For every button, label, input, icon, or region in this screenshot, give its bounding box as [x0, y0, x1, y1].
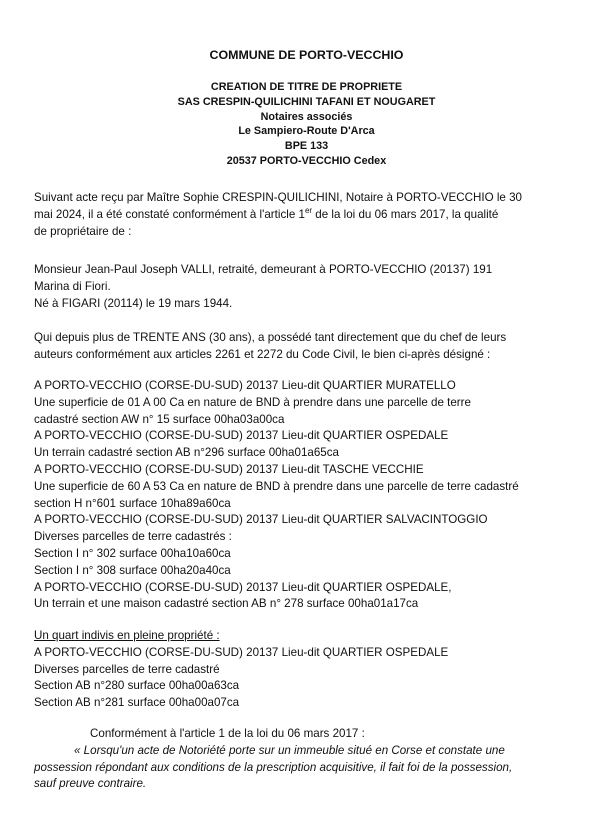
property-line: cadastré section AW n° 15 surface 00ha03a00ca — [34, 412, 285, 426]
owner-line: Marina di Fiori. — [34, 279, 111, 293]
closing-quote: « Lorsqu'un acte de Notoriété porte sur un immeuble situé en Corse et constate une — [74, 743, 505, 757]
possession-line: auteurs conformément aux articles 2261 et 2272 du Code Civil, le bien ci-après désigné : — [34, 347, 491, 361]
closing-paragraph — [34, 726, 554, 793]
property-line: Une superficie de 01 A 00 Ca en nature de BND à prendre dans une parcelle de terre — [34, 395, 471, 409]
property-line: A PORTO-VECCHIO (CORSE-DU-SUD) 20137 Lieu-dit TASCHE VECCHIE — [34, 462, 424, 476]
intro-line: Suivant acte reçu par Maître Sophie CRESPIN-QUILICHINI, Notaire à PORTO-VECCHIO le 30 — [34, 191, 522, 204]
superscript: er — [304, 205, 313, 215]
property-line: A PORTO-VECCHIO (CORSE-DU-SUD) 20137 Lieu-dit QUARTIER SALVACINTOGGIO — [34, 513, 488, 527]
header-line: Le Sampiero-Route D'Arca — [238, 125, 375, 138]
property-line: A PORTO-VECCHIO (CORSE-DU-SUD) 20137 Lieu-dit QUARTIER OSPEDALE, — [34, 580, 452, 594]
property-list — [34, 378, 554, 613]
possession-line: Qui depuis plus de TRENTE ANS (30 ans), a possédé tant directement que du chef de leurs — [34, 331, 507, 344]
indivis-section — [34, 628, 554, 712]
intro-line — [34, 207, 554, 224]
closing-quote: sauf preuve contraire. — [34, 777, 147, 791]
indivis-line: A PORTO-VECCHIO (CORSE-DU-SUD) 20137 Lieu-dit QUARTIER OSPEDALE — [34, 645, 449, 659]
intro-line: de propriétaire de : — [34, 224, 132, 238]
closing-line: Conformément à l'article 1 de la loi du 06 mars 2017 : — [90, 727, 365, 740]
property-line: Section I n° 302 surface 00ha10a60ca — [34, 546, 231, 560]
intro-text: de la loi du 06 mars 2017, la qualité — [312, 207, 499, 221]
indivis-line: Section AB n°280 surface 00ha00a63ca — [34, 679, 240, 693]
intro-text: mai 2024, il a été constaté conformément à l'article 1 — [34, 207, 305, 221]
indivis-heading: Un quart indivis en pleine propriété : — [34, 629, 220, 642]
indivis-line: Diverses parcelles de terre cadastré — [34, 662, 220, 676]
indivis-line: Section AB n°281 surface 00ha00a07ca — [34, 696, 240, 710]
header-line: CREATION DE TITRE DE PROPRIETE — [210, 81, 403, 93]
owner-line: Monsieur Jean-Paul Joseph VALLI, retraité, demeurant à PORTO-VECCHIO (20137) 191 — [34, 263, 493, 276]
closing-quote: possession répondant aux conditions de la prescription acquisitive, il fait foi de la possession, — [34, 760, 513, 774]
owner-line: Né à FIGARI (20114) le 19 mars 1944. — [34, 296, 233, 310]
property-line: Section I n° 308 surface 00ha20a40ca — [34, 563, 231, 577]
header-line: 20537 PORTO-VECCHIO Cedex — [226, 154, 387, 167]
commune-title: COMMUNE DE PORTO-VECCHIO — [209, 48, 404, 62]
property-line: Un terrain cadastré section AB n°296 surface 00ha01a65ca — [34, 446, 339, 460]
notary-header — [0, 80, 613, 169]
property-line: A PORTO-VECCHIO (CORSE-DU-SUD) 20137 Lieu-dit QUARTIER OSPEDALE — [34, 429, 449, 443]
property-line: A PORTO-VECCHIO (CORSE-DU-SUD) 20137 Lieu-dit QUARTIER MURATELLO — [34, 379, 456, 392]
property-line: Une superficie de 60 A 53 Ca en nature de BND à prendre dans une parcelle de terre cadastré — [34, 479, 519, 493]
property-line: section H n°601 surface 10ha89a60ca — [34, 496, 231, 510]
owner-paragraph — [34, 262, 554, 312]
header-line: BPE 133 — [284, 140, 329, 153]
intro-paragraph — [34, 190, 554, 240]
header-line: SAS CRESPIN-QUILICHINI TAFANI ET NOUGARET — [177, 95, 436, 108]
property-line: Un terrain et une maison cadastré section AB n° 278 surface 00ha01a17ca — [34, 597, 419, 611]
possession-paragraph — [34, 330, 554, 364]
header-line: Notaires associés — [260, 110, 353, 123]
property-line: Diverses parcelles de terre cadastrés : — [34, 530, 232, 544]
